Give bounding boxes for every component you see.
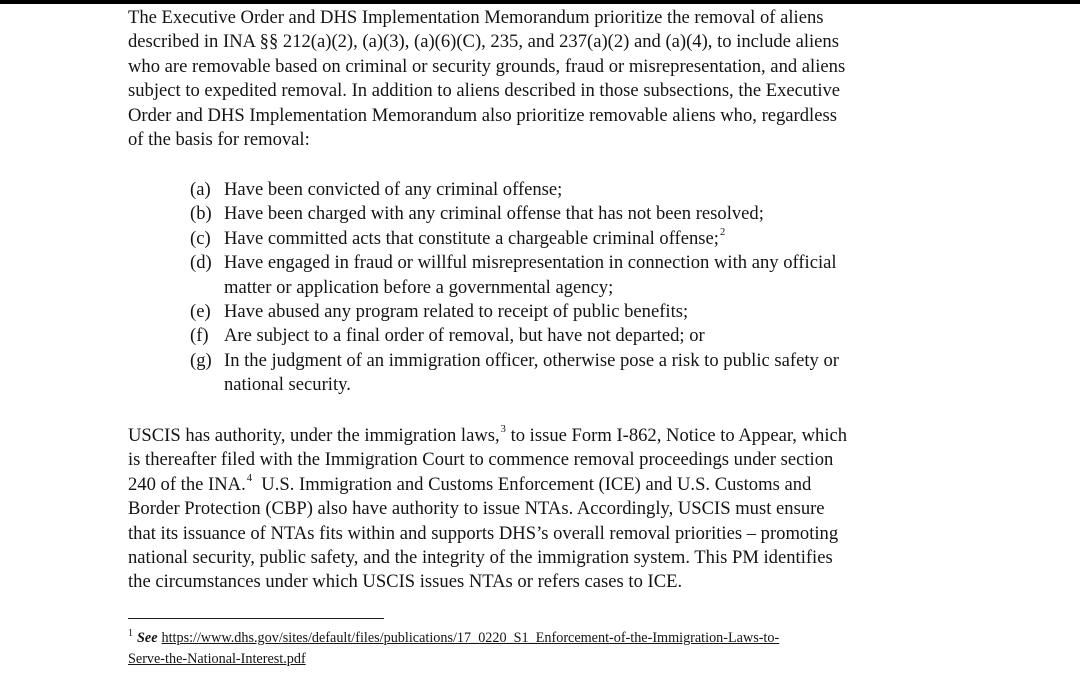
paragraph-text: to issue Form I-862, Notice to Appear, which <box>505 425 848 446</box>
list-item-letter: (g) <box>190 349 212 371</box>
list-item-letter: (a) <box>190 179 211 200</box>
document-page <box>0 4 1080 675</box>
list-item <box>190 324 950 348</box>
footnote <box>128 628 988 670</box>
footnote-ref: 4 <box>246 472 252 484</box>
list-item <box>190 300 950 324</box>
authority-paragraph <box>128 424 968 595</box>
paragraph-text: USCIS has authority, under the immigration laws, <box>128 425 500 446</box>
list-item-letter: (b) <box>190 203 212 225</box>
footnote-line <box>128 628 988 649</box>
list-item-letter: (d) <box>190 252 212 274</box>
paragraph-line: subject to expedited removal. In addition to aliens described in those subsections, the Executive <box>128 80 841 102</box>
paragraph-line <box>128 473 968 497</box>
paragraph-line <box>128 424 968 448</box>
footnote-ref: 2 <box>719 226 726 238</box>
footnote-link[interactable]: Serve-the-National-Interest.pdf <box>128 651 306 667</box>
list-item-text: Have been convicted of any criminal offense; <box>224 179 563 200</box>
list-item-letter: (e) <box>190 301 211 323</box>
list-item-text: Have committed acts that constitute a chargeable criminal offense; <box>224 227 719 249</box>
paragraph-line: is thereafter filed with the Immigration Court to commence removal proceedings under section <box>128 449 834 471</box>
list-item <box>190 251 950 300</box>
list-item-text: matter or application before a governmental agency; <box>224 276 614 298</box>
paragraph-line: The Executive Order and DHS Implementation Memorandum prioritize the removal of aliens <box>128 7 824 28</box>
paragraph-line: described in INA §§ 212(a)(2), (a)(3), (a)(6)(C), 235, and 237(a)(2) and (a)(4), to include aliens <box>128 31 839 53</box>
paragraph-text: 240 of the INA. <box>128 473 246 495</box>
list-item-text: national security. <box>224 374 351 396</box>
paragraph-line: Order and DHS Implementation Memorandum also prioritize removable aliens who, regardless <box>128 104 837 126</box>
list-item-text: Are subject to a final order of removal, but have not departed; or <box>224 325 705 347</box>
footnote-ref: 3 <box>500 423 506 435</box>
list-item-text: In the judgment of an immigration officer, otherwise pose a risk to public safety or <box>224 349 839 371</box>
footnote-link[interactable]: https://www.dhs.gov/sites/default/files/publications/17_0220_S1_Enforcement-of-the-Immigration-Laws-to- <box>161 630 780 646</box>
list-item-text: Have abused any program related to receipt of public benefits; <box>224 301 689 323</box>
paragraph-line: who are removable based on criminal or security grounds, fraud or misrepresentation, and aliens <box>128 55 846 77</box>
paragraph-line: national security, public safety, and the integrity of the immigration system. This PM identifies <box>128 547 833 569</box>
paragraph-line: that its issuance of NTAs fits within and supports DHS’s overall removal priorities – promoting <box>128 522 839 544</box>
list-item-text: Have been charged with any criminal offense that has not been resolved; <box>224 203 764 225</box>
footnote-line <box>128 649 988 670</box>
list-item-letter: (f) <box>190 325 209 347</box>
footnote-number: 1 <box>128 628 133 640</box>
paragraph-line: the circumstances under which USCIS issues NTAs or refers cases to ICE. <box>128 571 683 593</box>
list-item <box>190 202 950 226</box>
list-item <box>190 349 950 398</box>
paragraph-text: U.S. Immigration and Customs Enforcement (ICE) and U.S. Customs and <box>252 473 812 495</box>
paragraph-line: of the basis for removal: <box>128 129 310 151</box>
footnote-see: See <box>137 630 158 646</box>
list-item <box>190 178 950 202</box>
list-item-text: Have engaged in fraud or willful misrepresentation in connection with any official <box>224 252 837 274</box>
list-item-letter: (c) <box>190 227 211 249</box>
intro-paragraph <box>128 6 968 152</box>
list-item <box>190 227 950 251</box>
priority-list <box>190 178 950 398</box>
paragraph-line: Border Protection (CBP) also have authority to issue NTAs. Accordingly, USCIS must ensure <box>128 498 825 520</box>
footnote-divider <box>128 618 384 619</box>
